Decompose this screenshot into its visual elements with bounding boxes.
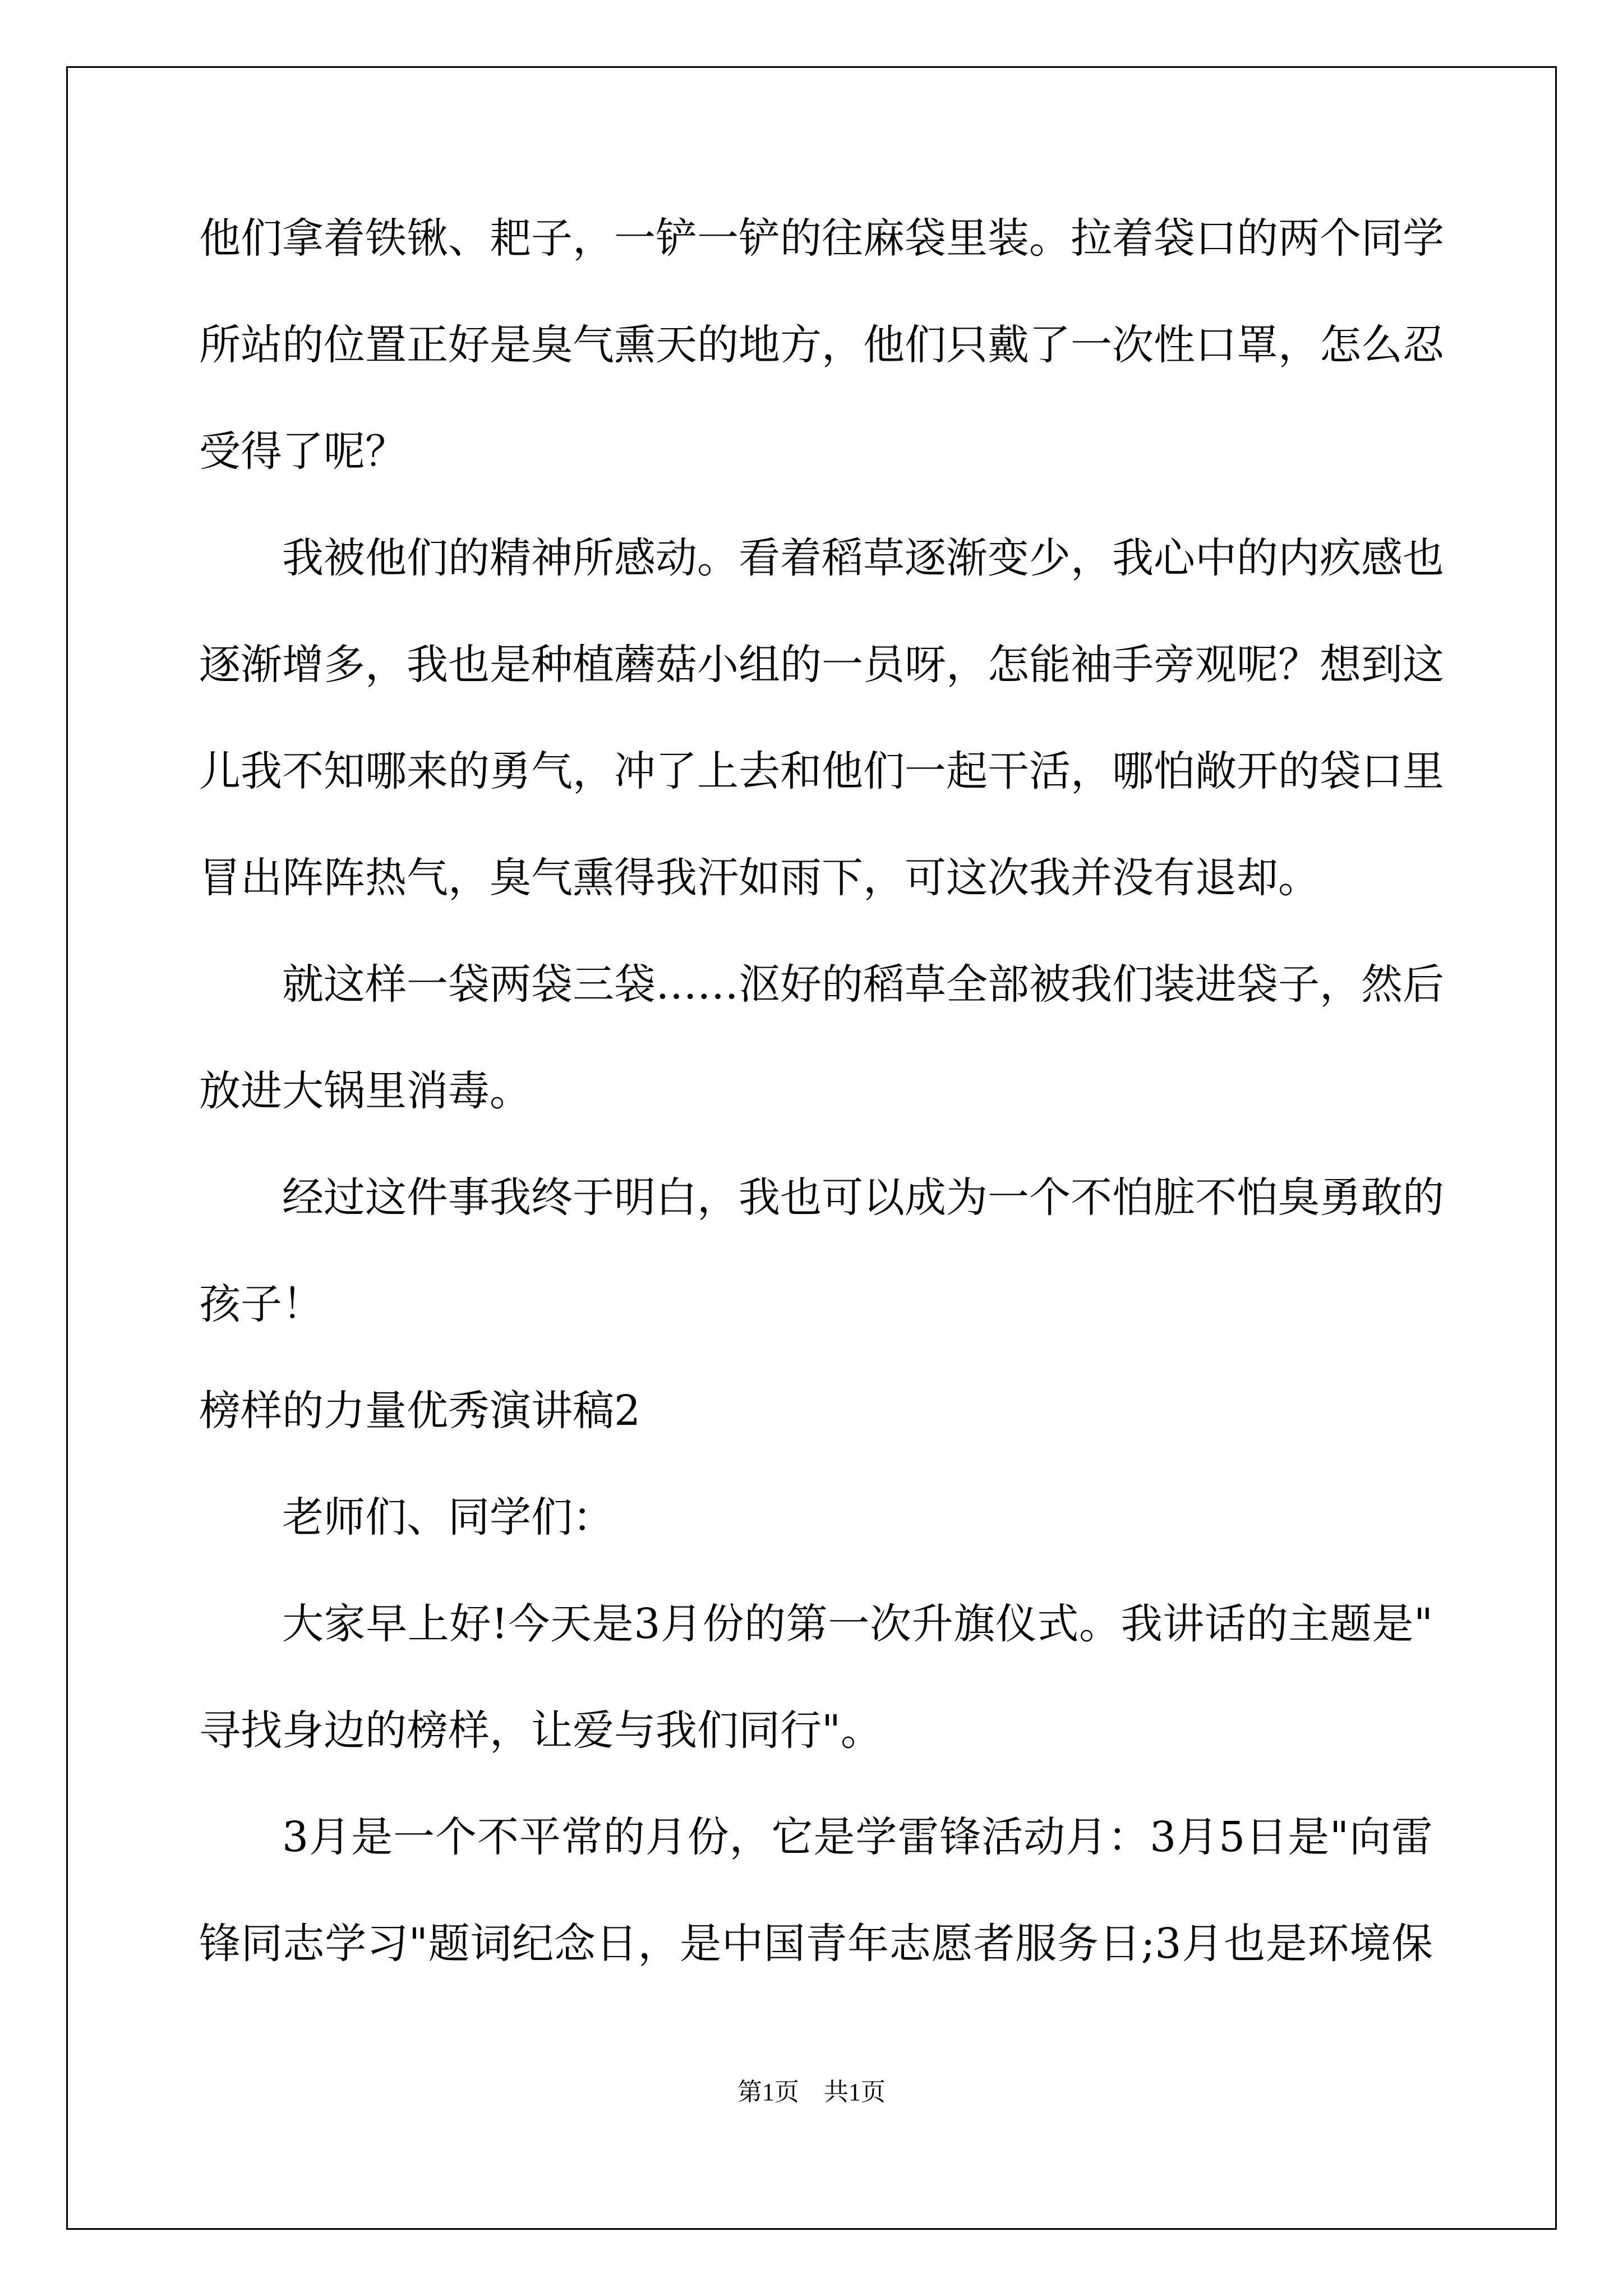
text-line: 锋同志学习"题词纪念日，是中国青年志愿者服务日;3月也是环境保: [199, 1920, 1433, 1968]
text-line: 他们拿着铁锹、耙子，一铲一铲的往麻袋里装。拉着袋口的两个同学: [199, 214, 1444, 263]
text-line: 冒出阵阵热气，臭气熏得我汗如雨下，可这次我并没有退却。: [199, 854, 1320, 902]
text-line: 就这样一袋两袋三袋……沤好的稻草全部被我们装进袋子，然后: [282, 960, 1444, 1009]
text-line: 我被他们的精神所感动。看着稻草逐渐变少，我心中的内疚感也: [282, 534, 1444, 582]
page-number-footer: 第1页 共1页: [737, 2078, 886, 2106]
text-line: 3月是一个不平常的月份，它是学雷锋活动月：3月5日是"向雷: [282, 1813, 1433, 1861]
text-line: 放进大锅里消毒。: [199, 1067, 531, 1115]
text-line: 儿我不知哪来的勇气，冲了上去和他们一起干活，哪怕敞开的袋口里: [199, 747, 1444, 795]
section-title: 榜样的力量优秀演讲稿2: [199, 1387, 641, 1435]
page-border: [66, 66, 1557, 2230]
text-line: 逐渐增多，我也是种植蘑菇小组的一员呀，怎能袖手旁观呢？想到这: [199, 641, 1444, 689]
text-line: 老师们、同学们：: [282, 1493, 614, 1542]
text-line: 孩子！: [199, 1280, 324, 1328]
text-line: 经过这件事我终于明白，我也可以成为一个不怕脏不怕臭勇敢的: [282, 1174, 1444, 1222]
text-line: 所站的位置正好是臭气熏天的地方，他们只戴了一次性口罩，怎么忍: [199, 321, 1444, 369]
text-line: 受得了呢？: [199, 427, 407, 476]
text-line: 寻找身边的榜样，让爱与我们同行"。: [199, 1706, 883, 1755]
text-line: 大家早上好!今天是3月份的第一次升旗仪式。我讲话的主题是": [282, 1600, 1433, 1648]
